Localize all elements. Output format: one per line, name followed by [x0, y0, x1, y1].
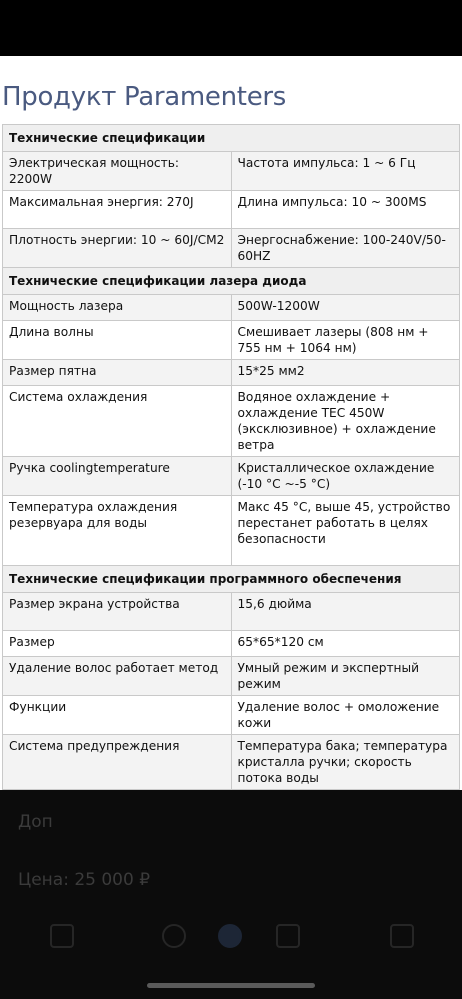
param-name: Ручка coolingtemperature — [3, 457, 232, 496]
spec-table — [2, 124, 460, 790]
param-name: Плотность энергии: 10 ~ 60J/CM2 — [3, 229, 232, 268]
table-row — [3, 152, 460, 191]
param-value: Водяное охлаждение + охлаждение TEC 450W (эксклюзивное) + охлаждение ветра — [231, 386, 460, 457]
param-name: Система предупреждения — [3, 735, 232, 790]
table-row — [3, 657, 460, 696]
table-row — [3, 386, 460, 457]
share-icon[interactable] — [50, 924, 74, 948]
param-value: 15*25 мм2 — [231, 360, 460, 386]
param-value: Смешивает лазеры (808 нм + 755 нм + 1064 нм) — [231, 321, 460, 360]
param-value: Кристаллическое охлаждение (-10 °C ~-5 °C) — [231, 457, 460, 496]
section-header-technical — [3, 125, 460, 152]
param-name: Удаление волос работает метод — [3, 657, 232, 696]
param-value: 15,6 дюйма — [231, 593, 460, 631]
table-row — [3, 457, 460, 496]
section-heading: Технические спецификации программного обеспечения — [3, 566, 460, 593]
table-row — [3, 191, 460, 229]
param-value: Частота импульса: 1 ~ 6 Гц — [231, 152, 460, 191]
heart-icon[interactable] — [162, 924, 186, 948]
param-name: Размер экрана устройства — [3, 593, 232, 631]
param-value: Энергоснабжение: 100-240V/50-60HZ — [231, 229, 460, 268]
param-name: Размер — [3, 631, 232, 657]
param-value: 65*65*120 см — [231, 631, 460, 657]
top-black-bar — [0, 0, 462, 56]
table-row — [3, 295, 460, 321]
param-name: Электрическая мощность: 2200W — [3, 152, 232, 191]
table-row — [3, 496, 460, 566]
partial-label: Доп — [18, 812, 53, 832]
table-row — [3, 360, 460, 386]
param-value: Макс 45 °C, выше 45, устройство перестанет работать в целях безопасности — [231, 496, 460, 566]
param-value: Температура бака; температура кристалла ручки; скорость потока воды — [231, 735, 460, 790]
param-value: Удаление волос + омоложение кожи — [231, 696, 460, 735]
param-name: Размер пятна — [3, 360, 232, 386]
table-row — [3, 631, 460, 657]
table-row — [3, 321, 460, 360]
table-row — [3, 593, 460, 631]
trash-icon[interactable] — [390, 924, 414, 948]
section-heading: Технические спецификации — [3, 125, 460, 152]
section-header-diode-laser — [3, 268, 460, 295]
page-title: Продукт Paramenters — [2, 82, 287, 112]
param-name: Длина волны — [3, 321, 232, 360]
partial-price-line: Цена: 25 000 ₽ — [18, 870, 151, 890]
param-value: Длина импульса: 10 ~ 300MS — [231, 191, 460, 229]
param-value: 500W-1200W — [231, 295, 460, 321]
bottom-overlay — [0, 790, 462, 999]
section-header-software — [3, 566, 460, 593]
param-name: Функции — [3, 696, 232, 735]
param-name: Мощность лазера — [3, 295, 232, 321]
section-heading: Технические спецификации лазера диода — [3, 268, 460, 295]
adjust-icon[interactable] — [276, 924, 300, 948]
param-name: Температура охлаждения резервуара для воды — [3, 496, 232, 566]
param-name: Максимальная энергия: 270J — [3, 191, 232, 229]
table-row — [3, 229, 460, 268]
param-name: Система охлаждения — [3, 386, 232, 457]
table-row — [3, 696, 460, 735]
home-indicator[interactable] — [147, 983, 315, 988]
param-value: Умный режим и экспертный режим — [231, 657, 460, 696]
info-icon[interactable] — [218, 924, 242, 948]
table-row — [3, 735, 460, 790]
page-content[interactable] — [0, 56, 462, 790]
bottom-toolbar — [0, 918, 462, 958]
